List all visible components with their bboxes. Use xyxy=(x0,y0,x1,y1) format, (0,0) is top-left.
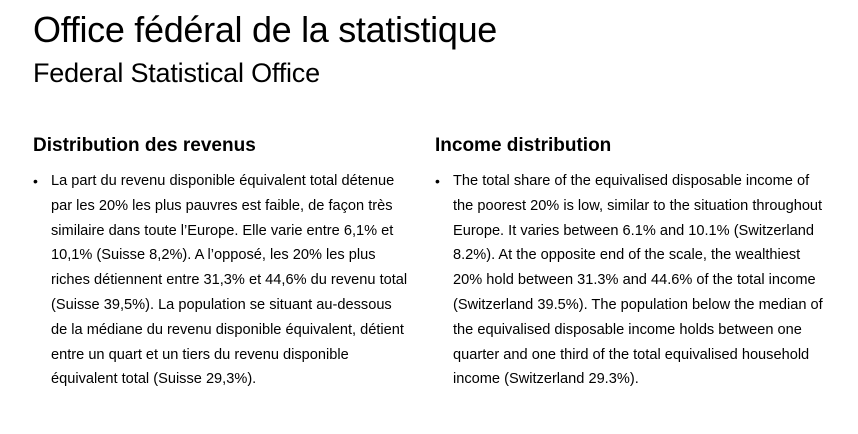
left-bullet-list xyxy=(33,169,411,392)
page-subtitle: Federal Statistical Office xyxy=(33,58,320,88)
left-column xyxy=(33,133,411,392)
right-bullet-list xyxy=(435,169,825,392)
right-column-heading: Income distribution xyxy=(435,135,612,156)
page-title: Office fédéral de la statistique xyxy=(33,9,498,50)
bullet-icon: • xyxy=(435,173,440,189)
bullet-icon: • xyxy=(33,173,38,189)
right-column xyxy=(435,133,825,392)
list-item xyxy=(435,169,825,392)
left-column-heading: Distribution des revenus xyxy=(33,135,256,156)
left-paragraph: La part du revenu disponible équivalent total détenue par les 20% les plus pauvres est faible, de façon très similaire dans toute l’Europe. Elle varie entre 6,1% et 10,1% (Suisse 8,2%). A l’opposé, les 20% les plus riches détiennent entre 31,3% et 44,6% du revenu total (Suisse 39,5%). La population se situant au-dessous de la médiane du revenu disponible équivalent, détient entre un quart et un tiers du revenu disponible équivalent total (Suisse 29,3%). xyxy=(51,173,408,388)
list-item xyxy=(33,169,411,392)
right-paragraph: The total share of the equivalised disposable income of the poorest 20% is low, similar to the situation throughout Europe. It varies between 6.1% and 10.1% (Switzerland 8.2%). At the opposite end of the scale, the wealthiest 20% hold between 31.3% and 44.6% of the total income (Switzerland 39.5%). The population below the median of the equivalised disposable income holds between one quarter and one third of the total equivalised household income (Switzerland 29.3%). xyxy=(453,173,823,388)
